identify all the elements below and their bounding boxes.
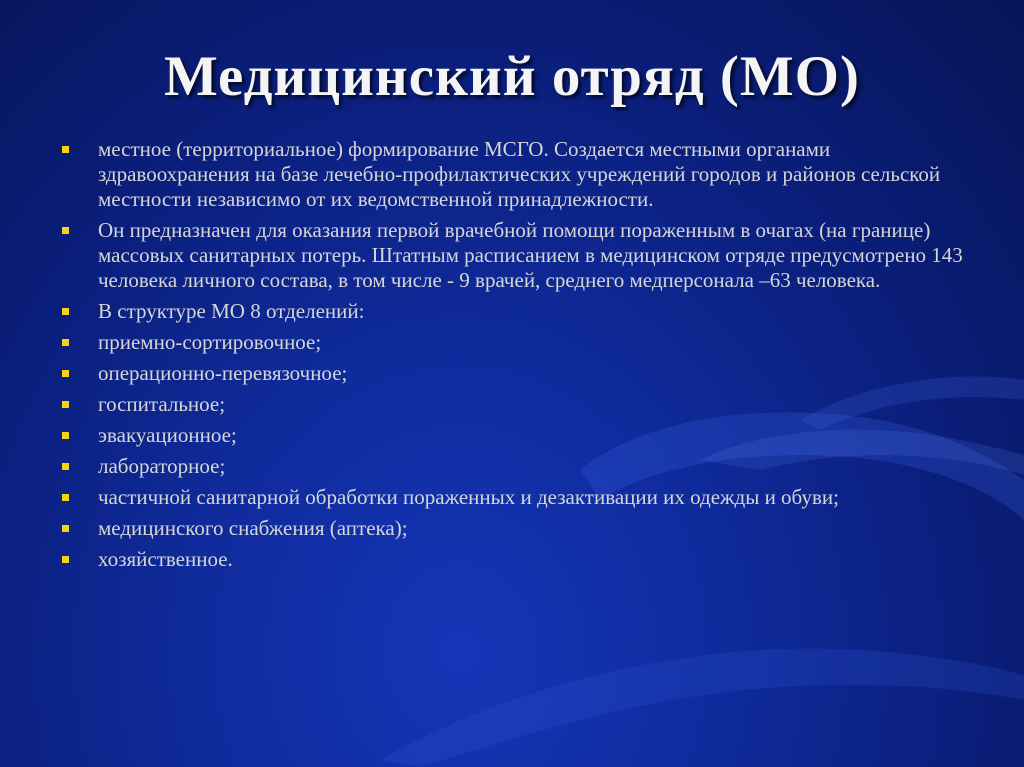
list-item-text: операционно-перевязочное; [98,361,348,385]
list-item [58,516,968,541]
square-bullet-icon [62,556,69,563]
list-item [58,547,968,572]
list-item [58,330,968,355]
list-item [58,299,968,324]
list-item-text: В структуре МО 8 отделений: [98,299,365,323]
square-bullet-icon [62,308,69,315]
list-item [58,137,968,212]
list-item-text: местное (территориальное) формирование МСГО. Создается местными органами здравоохранения на базе лечебно-профилактических учреждений городов и районов сельской местности независимо от их ведомственной принадлежности. [98,137,941,211]
square-bullet-icon [62,339,69,346]
square-bullet-icon [62,227,69,234]
square-bullet-icon [62,494,69,501]
square-bullet-icon [62,525,69,532]
list-item-text: госпитальное; [98,392,226,416]
square-bullet-icon [62,432,69,439]
list-item-text: приемно-сортировочное; [98,330,322,354]
list-item [58,361,968,386]
list-item [58,423,968,448]
list-item [58,392,968,417]
square-bullet-icon [62,146,69,153]
square-bullet-icon [62,370,69,377]
list-item-text: Он предназначен для оказания первой врачебной помощи пораженным в очагах (на границе) массовых санитарных потерь. Штатным расписанием в медицинском отряде предусмотрено 143 человека личного состава, в том числе - 9 врачей, среднего медперсонала –63 человека. [98,218,963,292]
list-item-text: хозяйственное. [98,547,233,571]
list-item-text: частичной санитарной обработки пораженных и дезактивации их одежды и обуви; [98,485,839,509]
list-item [58,485,968,510]
list-item [58,454,968,479]
slide-title: Медицинский отряд (МО) [163,45,861,108]
list-item-text: эвакуационное; [98,423,237,447]
bullet-list [58,137,968,578]
list-item-text: лабораторное; [98,454,226,478]
square-bullet-icon [62,401,69,408]
list-item [58,218,968,293]
square-bullet-icon [62,463,69,470]
list-item-text: медицинского снабжения (аптека); [98,516,408,540]
